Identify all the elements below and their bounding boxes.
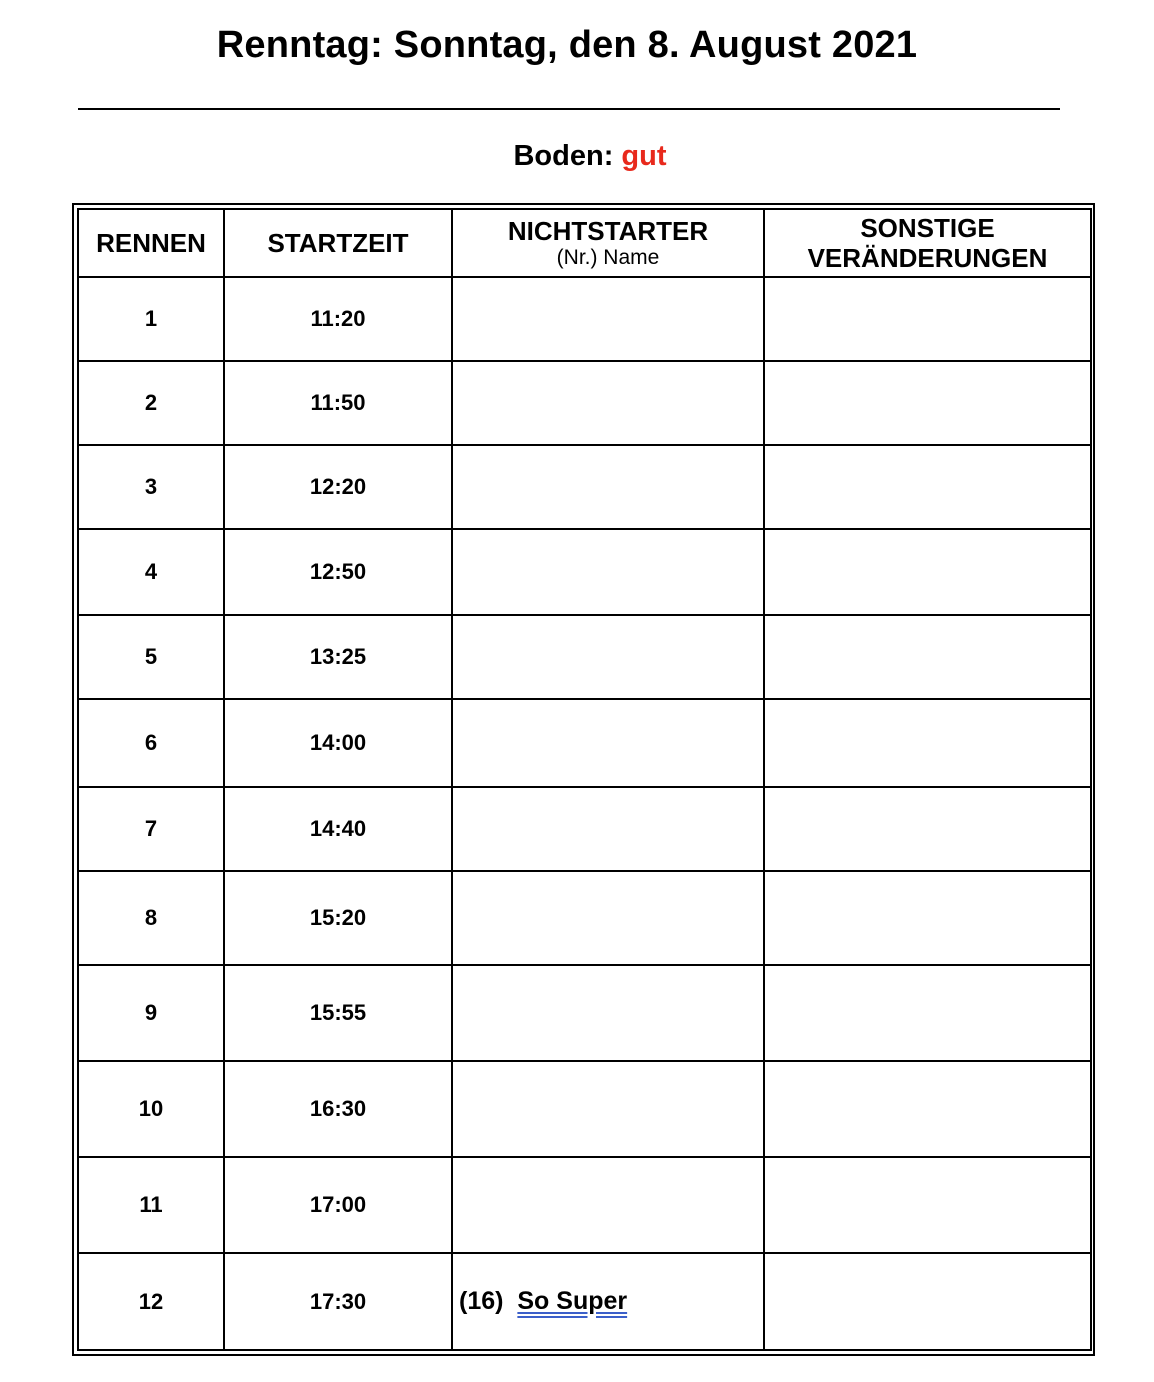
- sonstige-cell[interactable]: [764, 787, 1091, 871]
- nichtstarter-cell[interactable]: [452, 529, 764, 615]
- sonstige-cell[interactable]: [764, 699, 1091, 787]
- startzeit-cell: 15:55: [224, 965, 452, 1061]
- startzeit-cell: 11:20: [224, 277, 452, 361]
- sonstige-cell[interactable]: [764, 615, 1091, 699]
- table-row: [78, 965, 1091, 1061]
- track-condition-value: gut: [621, 140, 667, 172]
- nichtstarter-cell[interactable]: [452, 361, 764, 445]
- header-startzeit: STARTZEIT: [224, 209, 452, 277]
- nichtstarter-cell[interactable]: [452, 871, 764, 965]
- table-row: [78, 445, 1091, 529]
- sonstige-cell[interactable]: [764, 1061, 1091, 1157]
- table-row: [78, 277, 1091, 361]
- nichtstarter-cell[interactable]: [452, 1157, 764, 1253]
- page-title: Renntag: Sonntag, den 8. August 2021: [216, 24, 918, 66]
- rennen-cell: 7: [78, 787, 224, 871]
- startzeit-cell: 16:30: [224, 1061, 452, 1157]
- rennen-cell: 8: [78, 871, 224, 965]
- table-row: [78, 699, 1091, 787]
- table-row: [78, 871, 1091, 965]
- table-row: [78, 787, 1091, 871]
- table-header-row: [78, 209, 1091, 277]
- header-nichtstarter-sub: (Nr.) Name: [556, 246, 660, 269]
- sonstige-cell[interactable]: [764, 277, 1091, 361]
- startzeit-cell: 15:20: [224, 871, 452, 965]
- startzeit-cell: 14:40: [224, 787, 452, 871]
- race-table: [77, 208, 1092, 1351]
- rennen-cell: 1: [78, 277, 224, 361]
- sonstige-cell[interactable]: [764, 1157, 1091, 1253]
- rennen-cell: 4: [78, 529, 224, 615]
- table-row: [78, 1253, 1091, 1350]
- sonstige-cell[interactable]: [764, 445, 1091, 529]
- header-sonstige: [764, 209, 1091, 277]
- header-rennen: RENNEN: [78, 209, 224, 277]
- rennen-cell: 10: [78, 1061, 224, 1157]
- table-row: [78, 529, 1091, 615]
- rennen-cell: 5: [78, 615, 224, 699]
- rennen-cell: 2: [78, 361, 224, 445]
- startzeit-cell: 12:50: [224, 529, 452, 615]
- rennen-cell: 6: [78, 699, 224, 787]
- header-sonstige-line2: VERÄNDERUNGEN: [807, 243, 1048, 273]
- sonstige-cell[interactable]: [764, 529, 1091, 615]
- nichtstarter-cell[interactable]: [452, 277, 764, 361]
- nichtstarter-cell[interactable]: [452, 787, 764, 871]
- startzeit-cell: 12:20: [224, 445, 452, 529]
- startzeit-cell: 14:00: [224, 699, 452, 787]
- startzeit-cell: 17:00: [224, 1157, 452, 1253]
- startzeit-cell: 11:50: [224, 361, 452, 445]
- nichtstarter-cell[interactable]: [452, 699, 764, 787]
- sonstige-cell[interactable]: [764, 1253, 1091, 1350]
- rennen-cell: 3: [78, 445, 224, 529]
- track-condition: [0, 140, 1154, 173]
- header-nichtstarter: [452, 209, 764, 277]
- table-row: [78, 361, 1091, 445]
- race-table-frame: [72, 203, 1095, 1356]
- track-condition-label: Boden:: [513, 140, 614, 172]
- nichtstarter-name: So Super: [517, 1287, 628, 1315]
- header-nichtstarter-label: NICHTSTARTER: [507, 216, 709, 246]
- startzeit-cell: 17:30: [224, 1253, 452, 1350]
- table-row: [78, 1157, 1091, 1253]
- sonstige-cell[interactable]: [764, 871, 1091, 965]
- header-sonstige-line1: SONSTIGE: [860, 213, 995, 243]
- sonstige-cell[interactable]: [764, 965, 1091, 1061]
- table-row: [78, 615, 1091, 699]
- nichtstarter-cell[interactable]: [452, 965, 764, 1061]
- sonstige-cell[interactable]: [764, 361, 1091, 445]
- rennen-cell: 11: [78, 1157, 224, 1253]
- nichtstarter-cell[interactable]: [452, 1061, 764, 1157]
- nichtstarter-cell[interactable]: [452, 445, 764, 529]
- rennen-cell: 9: [78, 965, 224, 1061]
- table-row: [78, 1061, 1091, 1157]
- nichtstarter-number: (16): [459, 1287, 504, 1315]
- nichtstarter-cell[interactable]: [452, 1253, 764, 1350]
- nichtstarter-cell[interactable]: [452, 615, 764, 699]
- startzeit-cell: 13:25: [224, 615, 452, 699]
- rennen-cell: 12: [78, 1253, 224, 1350]
- title-divider: [78, 108, 1060, 110]
